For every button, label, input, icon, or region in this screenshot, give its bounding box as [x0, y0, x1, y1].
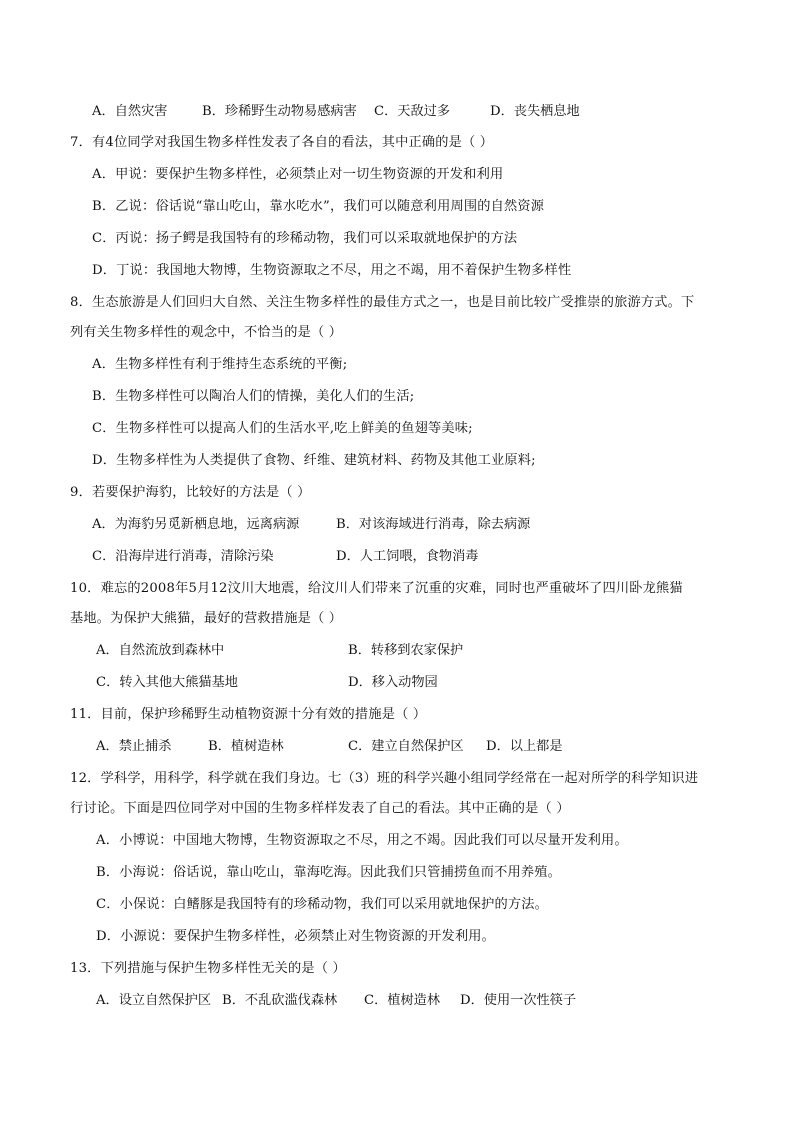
question-9-option-d: D．人工饲喂，食物消毒 — [336, 549, 479, 564]
question-8-option-b: B．生物多样性可以陶冶人们的情操，美化人们的生活; — [92, 389, 415, 404]
question-8-option-d: D．生物多样性为人类提供了食物、纤维、建筑材料、药物及其他工业原料; — [92, 453, 536, 468]
question-8-option-c: C．生物多样性可以提高人们的生活水平,吃上鲜美的鱼翅等美味; — [92, 421, 473, 436]
question-7-option-d: D．丁说：我国地大物博，生物资源取之不尽，用之不竭，用不着保护生物多样性 — [92, 263, 572, 278]
question-9-option-b: B．对该海域进行消毒，除去病源 — [336, 517, 531, 532]
question-7-stem: 7．有4位同学对我国生物多样性发表了各自的看法，其中正确的是（ ） — [70, 135, 494, 150]
question-8-stem-line2: 列有关生物多样性的观念中，不恰当的是（ ） — [70, 325, 343, 340]
question-9-option-c: C．沿海岸进行消毒，清除污染 — [92, 549, 274, 564]
question-13-option-a: A．设立自然保护区 — [96, 993, 212, 1008]
question-11-option-b: B．植树造林 — [208, 739, 284, 754]
question-9-stem: 9．若要保护海豹，比较好的方法是（ ） — [70, 485, 311, 500]
question-9-option-a: A．为海豹另觅新栖息地，远离病源 — [92, 517, 300, 532]
question-13-option-b: B．不乱砍滥伐森林 — [222, 993, 338, 1008]
question-12-option-c: C．小保说：白鳍豚是我国特有的珍稀动物，我们可以采用就地保护的方法。 — [96, 897, 549, 912]
question-10-option-a: A．自然流放到森林中 — [96, 643, 225, 658]
option-c: C．天敌过多 — [374, 104, 451, 119]
question-11-option-a: A．禁止捕杀 — [96, 739, 172, 754]
question-7-option-c: C．丙说：扬子鳄是我国特有的珍稀动物，我们可以采取就地保护的方法 — [92, 231, 518, 246]
question-12-stem-line2: 行讨论。下面是四位同学对中国的生物多样样发表了自己的看法。其中正确的是（ ） — [70, 801, 570, 816]
question-13-option-c: C．植树造林 — [364, 993, 441, 1008]
question-7-option-b: B．乙说：俗话说“靠山吃山，靠水吃水”，我们可以随意利用周围的自然资源 — [92, 199, 545, 214]
option-d: D．丧失栖息地 — [490, 104, 580, 119]
question-12-option-a: A．小博说：中国地大物博，生物资源取之不尽，用之不竭。因此我们可以尽量开发利用。 — [96, 833, 628, 848]
question-12-option-b: B．小海说：俗话说，靠山吃山，靠海吃海。因此我们只管捕捞鱼而不用养殖。 — [96, 865, 562, 880]
option-b: B．珍稀野生动物易感病害 — [202, 104, 357, 119]
question-10-stem-line2: 基地。为保护大熊猫，最好的营救措施是（ ） — [70, 611, 343, 626]
question-10-option-b: B．转移到农家保护 — [348, 643, 464, 658]
question-11-stem: 11．目前，保护珍稀野生动植物资源十分有效的措施是（ ） — [70, 707, 427, 722]
question-7-option-a: A．甲说：要保护生物多样性，必须禁止对一切生物资源的开发和利用 — [92, 167, 504, 182]
question-13-stem: 13．下列措施与保护生物多样性无关的是（ ） — [70, 961, 346, 976]
question-10-stem-line1: 10．难忘的2008年5月12汶川大地震，给汶川人们带来了沉重的灾难，同时也严重破坏了四川卧龙熊猫 — [70, 581, 683, 596]
question-8-stem-line1: 8．生态旅游是人们回归大自然、关注生物多样性的最佳方式之一，也是目前比较广受推崇的旅游方式。下 — [70, 295, 695, 310]
question-8-option-a: A．生物多样性有利于维持生态系统的平衡; — [92, 357, 348, 372]
question-13-option-d: D．使用一次性筷子 — [460, 993, 577, 1008]
question-12-option-d: D．小源说：要保护生物多样性，必须禁止对生物资源的开发利用。 — [96, 929, 496, 944]
question-11-option-c: C．建立自然保护区 — [348, 739, 464, 754]
option-a: A．自然灾害 — [92, 104, 168, 119]
question-11-option-d: D．以上都是 — [486, 739, 563, 754]
question-12-stem-line1: 12．学科学，用科学，科学就在我们身边。七（3）班的科学兴趣小组同学经常在一起对所学的科学知识进 — [70, 771, 699, 786]
question-10-option-d: D．移入动物园 — [348, 675, 438, 690]
question-10-option-c: C．转入其他大熊猫基地 — [96, 675, 238, 690]
